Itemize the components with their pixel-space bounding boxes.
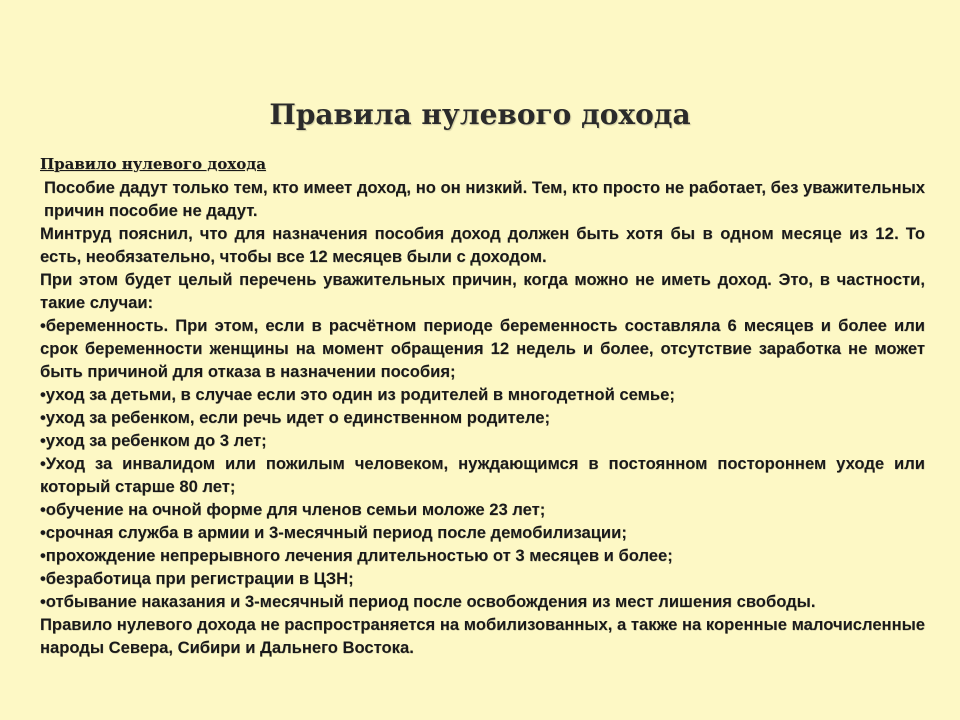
list-item: •отбывание наказания и 3-месячный период после освобождения из мест лишения свободы.: [40, 592, 816, 611]
paragraph-mintrud-end: . То есть, необязательно, чтобы все 12 месяцев были с доходом.: [40, 224, 926, 266]
slide-title: Правила нулевого дохода: [269, 98, 691, 131]
paragraph-mintrud-start: Минтруд пояснил, что для назначения пособия доход должен быть: [40, 224, 627, 243]
list-item: •беременность. При этом, если в расчётном периоде беременность составляла 6 месяцев и более или срок беременности женщины на момент обращения 12 недель и более, отсутствие заработка не может быть причиной для отказа в назначении пособия;: [40, 316, 925, 381]
paragraph-intro: Пособие дадут только тем, кто имеет доход, но он низкий. Тем, кто просто не работает, без уважительных причин пособие не дадут.: [44, 178, 925, 220]
paragraph-reasons: При этом будет целый перечень уважительных причин, когда можно не иметь доход. Это, в частности, такие случаи:: [40, 270, 925, 312]
list-item: •Уход за инвалидом или пожилым человеком, нуждающимся в постоянном постороннем уходе или который старше 80 лет;: [40, 454, 925, 496]
list-item: •безработица при регистрации в ЦЗН;: [40, 569, 354, 588]
list-item: •обучение на очной форме для членов семьи моложе 23 лет;: [40, 500, 546, 519]
paragraph-closing: Правило нулевого дохода не распространяется на мобилизованных, а также на коренные малочисленные народы Севера, Сибири и Дальнего Востока.: [40, 615, 925, 657]
list-item: •уход за детьми, в случае если это один из родителей в многодетной семье;: [40, 385, 675, 404]
list-item: •уход за ребенком, если речь идет о единственном родителе;: [40, 408, 550, 427]
paragraph-mintrud-emphasis: хотя бы в одном месяце из 12: [626, 224, 895, 243]
section-heading: Правило нулевого дохода: [40, 155, 266, 173]
paragraph-mintrud: [40, 222, 925, 268]
list-item: •уход за ребенком до 3 лет;: [40, 431, 267, 450]
list-item: •прохождение непрерывного лечения длительностью от 3 месяцев и более;: [40, 546, 673, 565]
list-item: •срочная служба в армии и 3-месячный период после демобилизации;: [40, 523, 627, 542]
slide-body: [40, 153, 925, 659]
